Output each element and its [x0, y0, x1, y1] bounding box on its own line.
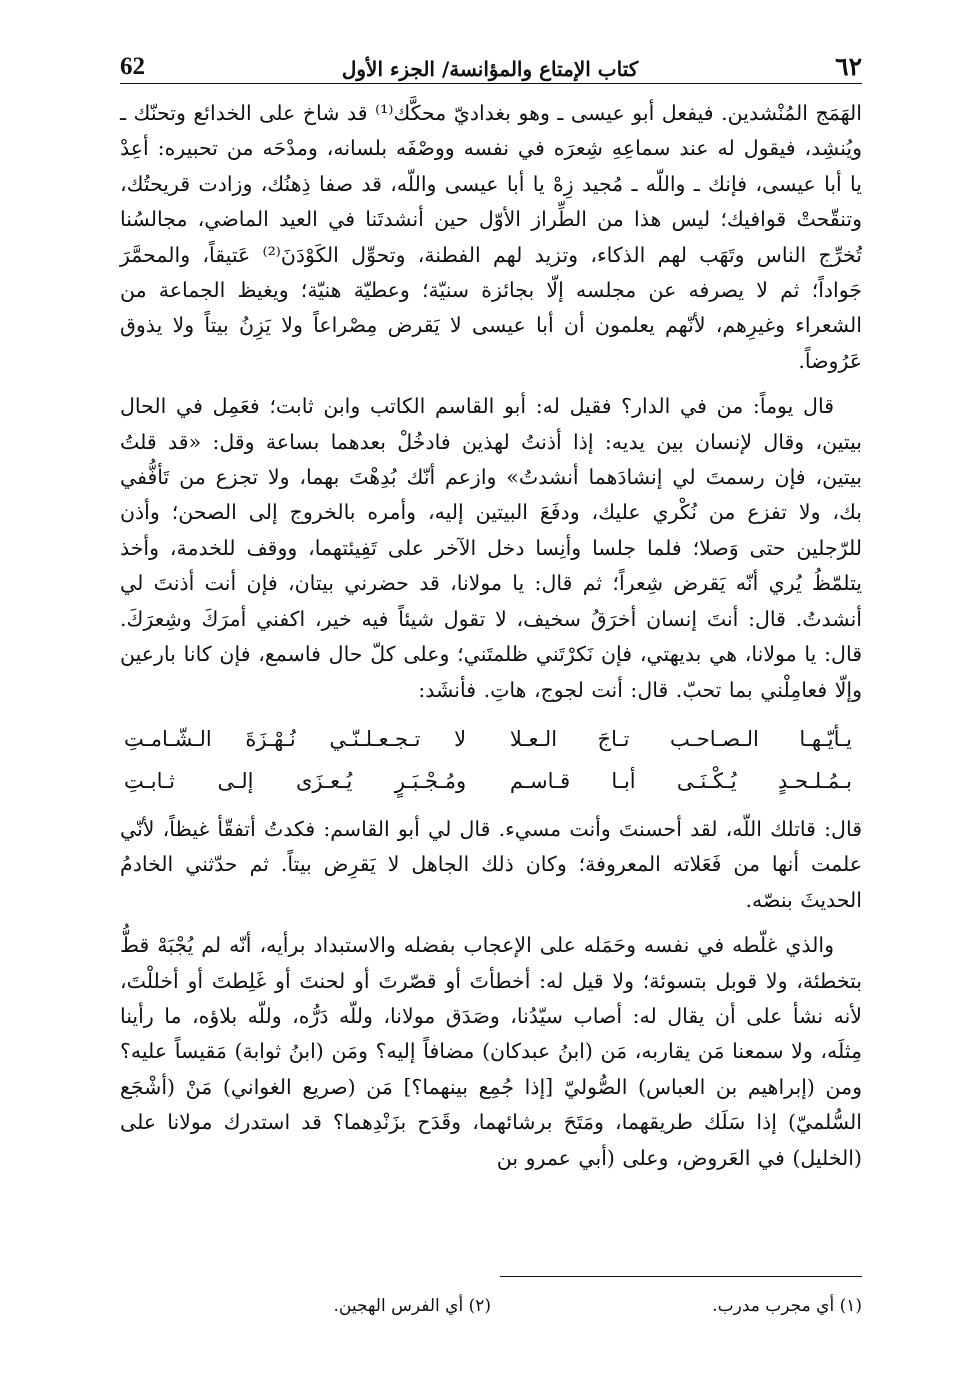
verse-2-first-hemistich: بـمُـلـحـدٍ يُـكْـنَـى أبـا قـاسـم [509, 768, 852, 793]
verse-1-second-hemistich: لا تـجـعـلـنّـي نُـهْـزَةَ الـشّـامـتِ [124, 726, 467, 751]
page-number-arabic: ٦٢ [835, 52, 862, 81]
page-body [120, 96, 862, 1186]
paragraph-2: قال يوماً: من في الدار؟ فقيل له: أبو القاسم الكاتب وابن ثابت؛ فعَمِل في الحال بيتين، وقال لإنسان بين يديه: إذا أذنتُ لهذين فادخُلْ بعدهما بساعة وقل: «قد قلتُ بيتين، فإن رسمتَ لي إنشادَهما أنشدتُ» وازعم أنّك بُدِهْتَ بهما، ولا تجزع من تَأفُّفي بك، ولا تفزع من نُكْري عليك، ودفَعَ البيتين إليه، وأمره بالخروج إلى الصحن؛ وأذن للرّجلين حتى وَصلا؛ فلما جلسا وأنِسا دخل الآخر على تَفِيئتهما، ووقف للخدمة، وأخذ يتلمّظُ يُري أنّه يَقرض شِعراً؛ ثم قال: يا مولانا، قد حضرني بيتان، فإن أنت أذنتَ لي أنشدتُ. قال: أنتَ إنسان أخرَقُ سخيف، لا تقول شيئاً فيه خير، اكفني أمرَكَ وشِعرَكَ. قال: يا مولانا، هي بديهتي، فإن نَكرْتَني ظلمتَني؛ وعلى كلّ حال فاسمع، فإن كانا بارعين وإلّا فعامِلْني بما تحبّ. قال: أنت لجوج، هاتِ. فأنشَد: [120, 394, 862, 702]
footnote-divider [500, 1276, 862, 1277]
paragraph-4: والذي غلّطه في نفسه وحَمَله على الإعجاب بفضله والاستبداد برأيه، أنّه لم يُجْبَهْ قطُّ بتخطئة، ولا قوبل بتسوئة؛ ولا قيل له: أخطأتَ أو قصّرتَ أو لحنتَ أو غَلِطتَ أو أخللْتَ، لأنه نشأ على أن يقال له: أصاب سيّدُنا، وصَدَق مولانا، وللّه دَرُّه، وللّه بلاؤه، ما رأينا مِثلَه، ولا سمعنا مَن يقاربه، مَن (ابنُ عبدكان) مضافاً إليه؟ ومَن (ابنُ ثوابة) مَقيساً عليه؟ ومن (إبراهيم بن العباس) الصُّوليّ [إذا جُمِع بينهما؟] مَن (صريع الغواني) مَنْ (أشْجَع السُّلميّ) إذا سَلَك طريقهما، ومَتَحَ برشائهما، وقَدَح بزَنْدِهما؟ قد استدرك مولانا على (الخليل) في العَروض، وعلى (أبي عمرو بن [120, 933, 862, 1170]
page-number-latin: 62 [120, 53, 145, 80]
verse-1-first-hemistich: يـأيّـهـا الـصـاحـب تـاجَ الـعـلا [509, 726, 852, 751]
running-title: كتاب الإمتاع والمؤانسة/ الجزء الأول [341, 57, 639, 81]
footnote-2: (٢) أي الفرس الهجين. [333, 1296, 491, 1316]
poem [120, 718, 862, 802]
footnotes [120, 1292, 862, 1320]
poem-verse-2 [120, 760, 862, 802]
footnote-1: (١) أي مجرب مدرب. [712, 1296, 862, 1316]
paragraph-3: قال: قاتلك اللّه، لقد أحسنتَ وأنت مسيء. قال لي أبو القاسم: فكدتُ أتفقّأ غيظاً، لأنّي علمت أنها من فَعَلاته المعروفة؛ وكان ذلك الجاهل لا يَقرِض بيتاً. ثم حدّثني الخادمُ الحديثَ بنصّه. [120, 816, 862, 912]
poem-verse-1 [120, 718, 862, 760]
paragraph-1: الهَمَج المُنْشدين. فيفعل أبو عيسى ـ وهو بغداديّ محكَّك⁽¹⁾ قد شاخ على الخدائع وتحنّك ـ ويُنشِد، فيقول له عند سماعِهِ شِعرَه في نفسه ووصْفَه بلسانه، ومدْحَه من تحبيره: أعِدْ يا أبا عيسى، فإنك ـ واللّه ـ مُجيد زِهْ يا أبا عيسى واللّه، قد صفا ذِهنُك، وزادت قريحتُك، وتنقّحتْ قوافيك؛ ليس هذا من الطِّراز الأوّل حين أنشدتَنا في العيد الماضي، مجالسُنا تُخرِّج الناس وتَهَب لهم الذكاء، وتزيد لهم الفطنة، وتحوِّل الكَوْدَنَ⁽²⁾ عَتيقاً، والمحمَّرَ جَواداً؛ ثم لا يصرفه عن مجلسه إلّا بجائزة سنيّة؛ وعطيّة هنيّة؛ ويغيظ الجماعة من الشعراء وغيرِهم، لأنّهم يعلمون أن أبا عيسى لا يَقرض مِصْراعاً ولا يَزِنُ بيتاً ولا يذوق عَرُوضاً. [120, 101, 862, 373]
page-header [120, 42, 862, 84]
verse-2-second-hemistich: ومُـجْـبَـرٍ يُـعـزَى إلـى ثـابـتِ [124, 768, 467, 793]
